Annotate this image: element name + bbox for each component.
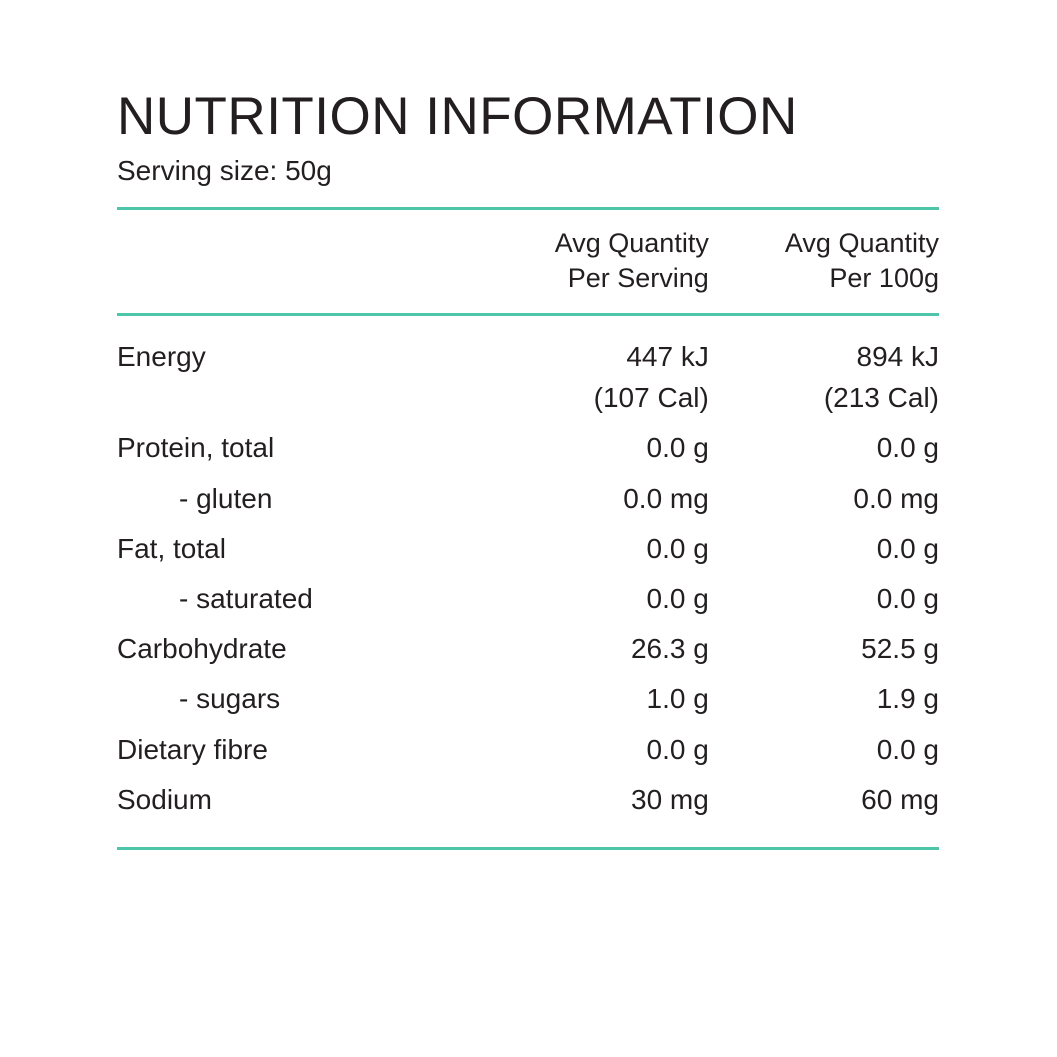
page-title: NUTRITION INFORMATION [117, 87, 798, 146]
table-row [117, 474, 939, 524]
row-value-per-serving: 0.0 g [646, 583, 709, 615]
bottom-divider-wrap [117, 825, 939, 850]
row-label: - sugars [179, 683, 281, 715]
table-row [117, 332, 939, 382]
row-value-per-serving: 30 mg [631, 783, 709, 815]
table-row [117, 624, 939, 674]
row-value-per-100g: 894 kJ [856, 341, 939, 373]
table-row [117, 382, 939, 423]
table-row [117, 725, 939, 775]
row-value-per-100g: (213 Cal) [823, 382, 939, 414]
row-value-per-100g: 0.0 mg [853, 482, 939, 514]
row-value-per-100g: 1.9 g [876, 683, 939, 715]
column-header-per-serving-line2: Per Serving [567, 262, 709, 293]
row-value-per-100g: 0.0 g [876, 733, 939, 765]
column-header-label [117, 210, 479, 313]
row-value-per-serving: (107 Cal) [593, 382, 709, 414]
row-label: Sodium [117, 783, 212, 815]
nutrition-table-body [117, 332, 939, 825]
table-row [117, 524, 939, 574]
row-value-per-100g: 0.0 g [876, 532, 939, 564]
row-label: Energy [117, 341, 206, 373]
row-value-per-100g: 0.0 g [876, 583, 939, 615]
row-label: Carbohydrate [117, 633, 287, 665]
row-value-per-serving: 0.0 g [646, 432, 709, 464]
row-value-per-serving: 447 kJ [626, 341, 709, 373]
column-header-per-serving [479, 210, 709, 313]
row-value-per-serving: 0.0 g [646, 532, 709, 564]
row-value-per-100g: 52.5 g [861, 633, 939, 665]
table-row [117, 775, 939, 825]
row-label: Fat, total [117, 532, 226, 564]
row-label [117, 382, 479, 423]
row-label: Dietary fibre [117, 733, 268, 765]
column-header-per-100g-line1: Avg Quantity [784, 228, 939, 258]
bottom-divider [117, 847, 939, 850]
column-header-per-100g [709, 210, 939, 313]
nutrition-information-panel [117, 87, 939, 850]
row-label: Protein, total [117, 432, 275, 464]
row-value-per-serving: 0.0 mg [623, 482, 709, 514]
row-label: - saturated [179, 583, 313, 615]
table-header-row [117, 210, 939, 313]
row-value-per-100g: 60 mg [861, 783, 939, 815]
row-label: - gluten [179, 482, 273, 514]
nutrition-table [117, 210, 939, 825]
column-header-per-100g-line2: Per 100g [829, 262, 939, 293]
table-row [117, 423, 939, 473]
row-value-per-serving: 26.3 g [630, 633, 709, 665]
serving-size-text: Serving size: 50g [117, 155, 332, 186]
table-row [117, 574, 939, 624]
header-body-spacer [117, 316, 939, 332]
table-row [117, 674, 939, 724]
column-header-per-serving-line1: Avg Quantity [554, 228, 709, 258]
row-value-per-100g: 0.0 g [876, 432, 939, 464]
row-value-per-serving: 0.0 g [646, 733, 709, 765]
row-value-per-serving: 1.0 g [646, 683, 709, 715]
